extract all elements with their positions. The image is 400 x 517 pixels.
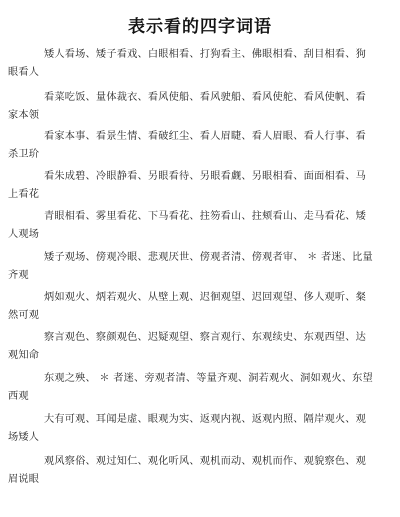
paragraph-7: 炳如观火、炳若观火、从壁上观、迟徊观望、迟回观望、侈人观听、粲然可观 [8,292,367,321]
page-title: 表示看的四字词语 [128,17,272,37]
paragraph-5: 青眼相看、雾里看花、下马看花、拄笏看山、拄颊看山、走马看花、矮人观场 [8,211,367,240]
paragraph-8: 察言观色、察颜观色、迟疑观望、察言观行、东观续史、东观西望、达观知命 [8,332,367,361]
paragraph-9: 东观之殃、 ＊ 者迷、旁观者清、等量齐观、洞若观火、洞如观火、东望西观 [8,373,373,402]
paragraph-11: 观风察俗、观过知仁、观化听风、观机而动、观机而作、观貌察色、观眉说眼 [8,456,367,485]
paragraph-6: 矮子观场、傍观冷眼、悲观厌世、傍观者清、傍观者审、 ＊ 者迷、比量齐观 [8,252,373,281]
paragraph-2: 看菜吃饭、量体裁衣、看风使船、看风驶船、看风使舵、看风使帆、看家本领 [8,92,367,121]
paragraph-4: 看朱成碧、冷眼静看、另眼看待、另眼看觑、另眼相看、面面相看、马上看花 [8,171,367,200]
paragraph-10: 大有可观、耳闻是虚、眼观为实、返观内视、返观内照、隔岸观火、观场矮人 [8,414,367,443]
paragraph-3: 看家本事、看景生情、看破红尘、看人眉睫、看人眉眼、看人行事、看杀卫玠 [8,131,367,160]
paragraph-1: 矮人看场、矮子看戏、白眼相看、打狗看主、佛眼相看、刮目相看、狗眼看人 [8,49,367,78]
